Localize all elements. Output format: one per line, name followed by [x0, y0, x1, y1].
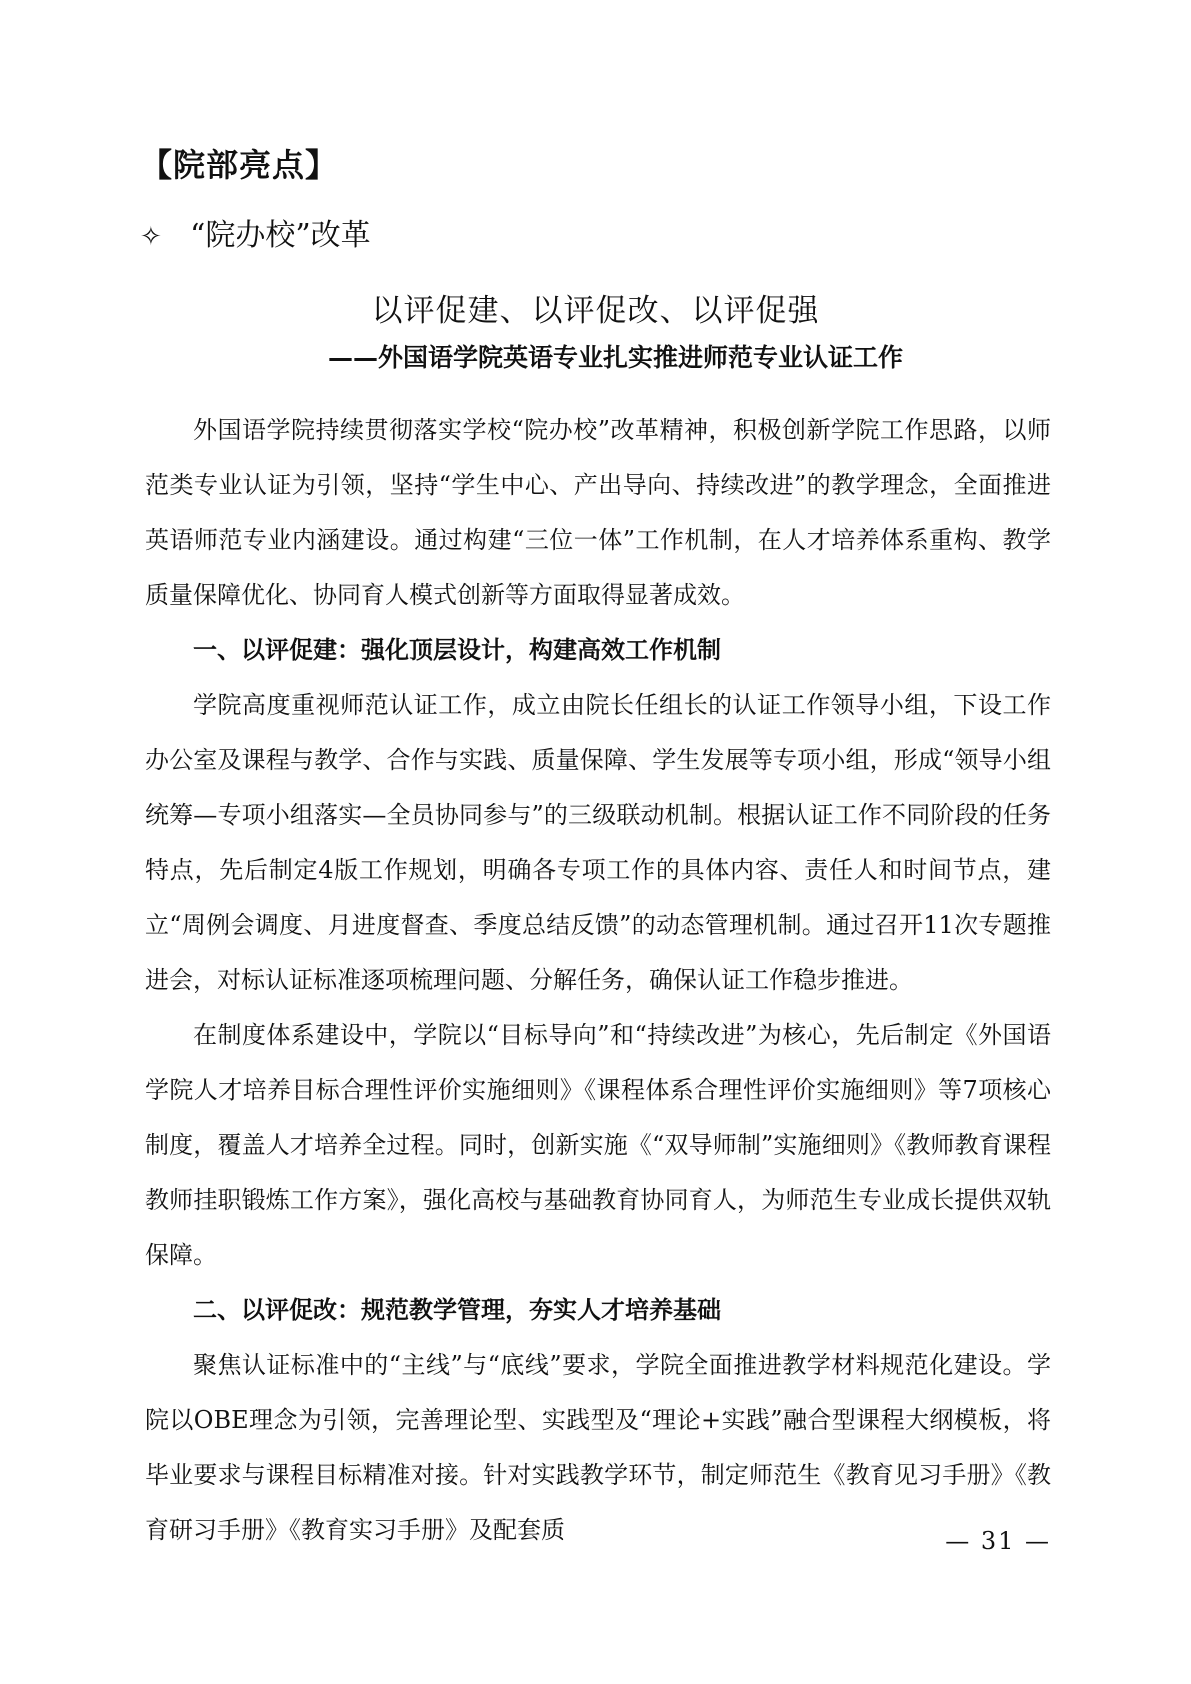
diamond-bullet-icon: ✧ — [140, 222, 162, 252]
section-two-paragraph-1: 聚焦认证标准中的“主线”与“底线”要求，学院全面推进教学材料规范化建设。学院以OBE理念为引领，完善理论型、实践型及“理论+实践”融合型课程大纲模板，将毕业要求与课程目标精准对接。针对实践教学环节，制定师范生《教育见习手册》《教育研习手册》《教育实习手册》及配套质 — [145, 1351, 1051, 1544]
subsection-label: “院办校”改革 — [190, 218, 371, 253]
section-heading: 【院部亮点】 — [140, 146, 339, 184]
article-title: 以评促建、以评促改、以评促强 — [371, 293, 820, 329]
page-number: — 31 — — [945, 1527, 1051, 1555]
section-one-heading: 一、以评促建：强化顶层设计，构建高效工作机制 — [193, 636, 721, 664]
section-two-heading: 二、以评促改：规范教学管理，夯实人才培养基础 — [193, 1296, 721, 1324]
subsection-heading — [140, 210, 371, 254]
section-one-paragraph-2: 在制度体系建设中，学院以“目标导向”和“持续改进”为核心，先后制定《外国语学院人才培养目标合理性评价实施细则》《课程体系合理性评价实施细则》等7项核心制度，覆盖人才培养全过程。同时，创新实施《“双导师制”实施细则》《教师教育课程教师挂职锻炼工作方案》，强化高校与基础教育协同育人，为师范生专业成长提供双轨保障。 — [145, 1021, 1051, 1269]
article-body — [145, 403, 1051, 1558]
article-subtitle: ——外国语学院英语专业扎实推进师范专业认证工作 — [327, 343, 903, 372]
intro-paragraph: 外国语学院持续贯彻落实学校“院办校”改革精神，积极创新学院工作思路，以师范类专业认证为引领，坚持“学生中心、产出导向、持续改进”的教学理念，全面推进英语师范专业内涵建设。通过构建“三位一体”工作机制，在人才培养体系重构、教学质量保障优化、协同育人模式创新等方面取得显著成效。 — [145, 416, 1051, 609]
section-one-paragraph-1: 学院高度重视师范认证工作，成立由院长任组长的认证工作领导小组，下设工作办公室及课程与教学、合作与实践、质量保障、学生发展等专项小组，形成“领导小组统筹—专项小组落实—全员协同参与”的三级联动机制。根据认证工作不同阶段的任务特点，先后制定4版工作规划，明确各专项工作的具体内容、责任人和时间节点，建立“周例会调度、月进度督查、季度总结反馈”的动态管理机制。通过召开11次专题推进会，对标认证标准逐项梳理问题、分解任务，确保认证工作稳步推进。 — [145, 691, 1051, 994]
